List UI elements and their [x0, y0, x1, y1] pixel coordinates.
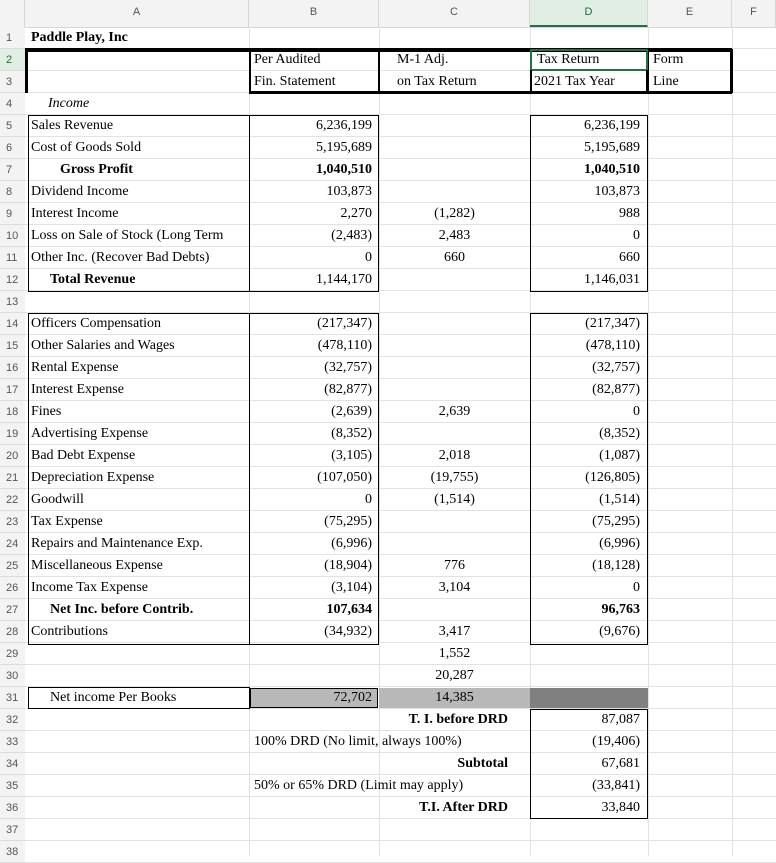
row-header-23[interactable]: 23	[0, 511, 25, 533]
column-header-c[interactable]: C	[379, 0, 530, 27]
cell-d27[interactable]: 96,763	[601, 602, 640, 617]
header-per-audited: Per Audited	[254, 52, 321, 67]
cell-a18[interactable]: Fines	[31, 404, 62, 419]
cell-d9[interactable]: 988	[619, 206, 640, 221]
cell-a9[interactable]: Interest Income	[31, 206, 119, 221]
header-tax-return: Tax Return	[537, 52, 600, 67]
cell-a17[interactable]: Interest Expense	[31, 382, 124, 397]
row-header-24[interactable]: 24	[0, 533, 25, 555]
cell-d8[interactable]: 103,873	[594, 184, 640, 199]
cell-d34[interactable]: 67,681	[601, 756, 640, 771]
cell-d26[interactable]: 0	[633, 580, 640, 595]
row-header-37[interactable]: 37	[0, 819, 25, 841]
cell-d12[interactable]: 1,146,031	[584, 272, 640, 287]
column-header-b[interactable]: B	[249, 0, 379, 27]
cell-b11[interactable]: 0	[365, 250, 372, 265]
cell-d17[interactable]: (82,877)	[592, 382, 640, 397]
row-header-6[interactable]: 6	[0, 137, 25, 159]
cell-d35[interactable]: (33,841)	[592, 778, 640, 793]
cell-b16[interactable]: (32,757)	[324, 360, 372, 375]
cell-c34[interactable]: Subtotal	[457, 756, 508, 771]
cell-c32[interactable]: T. I. before DRD	[408, 712, 508, 727]
row-header-14[interactable]: 14	[0, 313, 25, 335]
cell-b8[interactable]: 103,873	[326, 184, 372, 199]
row-header-20[interactable]: 20	[0, 445, 25, 467]
cell-a15[interactable]: Other Salaries and Wages	[31, 338, 175, 353]
cell-a20[interactable]: Bad Debt Expense	[31, 448, 136, 463]
row-header-31[interactable]: 31	[0, 687, 25, 709]
row-header-18[interactable]: 18	[0, 401, 25, 423]
header-divider	[249, 49, 251, 93]
cell-c21[interactable]: (19,755)	[430, 470, 479, 485]
row-header-16[interactable]: 16	[0, 357, 25, 379]
cell-c10[interactable]: 2,483	[438, 228, 471, 243]
cell-b6[interactable]: 5,195,689	[316, 140, 372, 155]
cell-d7[interactable]: 1,040,510	[584, 162, 640, 177]
cell-a25[interactable]: Miscellaneous Expense	[31, 558, 163, 573]
cell-d33[interactable]: (19,406)	[592, 734, 640, 749]
gridline	[25, 818, 776, 819]
select-all-corner[interactable]	[0, 0, 25, 27]
cell-b21[interactable]: (107,050)	[317, 470, 372, 485]
gridline	[732, 27, 733, 856]
gridline	[25, 774, 776, 775]
gridline	[25, 70, 776, 71]
cell-b17[interactable]: (82,877)	[324, 382, 372, 397]
company-title: Paddle Play, Inc	[31, 30, 128, 45]
header-fin-statement: Fin. Statement	[254, 74, 336, 89]
row-header-30[interactable]: 30	[0, 665, 25, 687]
cell-d5[interactable]: 6,236,199	[584, 118, 640, 133]
cell-b20[interactable]: (3,105)	[331, 448, 372, 463]
cell-b18[interactable]: (2,639)	[331, 404, 372, 419]
cell-c29[interactable]: 1,552	[438, 646, 471, 661]
cell-a31[interactable]: Net income Per Books	[50, 690, 177, 705]
cell-a8[interactable]: Dividend Income	[31, 184, 129, 199]
cell-c9[interactable]: (1,282)	[434, 206, 475, 221]
row-header-29[interactable]: 29	[0, 643, 25, 665]
cell-a16[interactable]: Rental Expense	[31, 360, 119, 375]
cell-b5[interactable]: 6,236,199	[316, 118, 372, 133]
row-header-7[interactable]: 7	[0, 159, 25, 181]
cell-d19[interactable]: (8,352)	[599, 426, 640, 441]
cell-c30[interactable]: 20,287	[435, 668, 474, 683]
header-tax-year: 2021 Tax Year	[534, 74, 615, 89]
cell-a6[interactable]: Cost of Goods Sold	[31, 140, 142, 155]
cell-d23[interactable]: (75,295)	[592, 514, 640, 529]
header-right-border	[730, 49, 733, 93]
header-left-border	[25, 49, 28, 93]
cell-c20[interactable]: 2,018	[438, 448, 471, 463]
row-header-8[interactable]: 8	[0, 181, 25, 203]
cell-b31[interactable]: 72,702	[333, 690, 372, 705]
header-divider	[378, 49, 380, 93]
cell-b28[interactable]: (34,932)	[324, 624, 372, 639]
header-line: Line	[653, 74, 679, 89]
row-header-11[interactable]: 11	[0, 247, 25, 269]
row-header-19[interactable]: 19	[0, 423, 25, 445]
cell-d36[interactable]: 33,840	[601, 800, 640, 815]
cell-a12[interactable]: Total Revenue	[50, 272, 136, 287]
cell-a23[interactable]: Tax Expense	[31, 514, 103, 529]
row-header-5[interactable]: 5	[0, 115, 25, 137]
cell-b7[interactable]: 1,040,510	[316, 162, 372, 177]
row-header-32[interactable]: 32	[0, 709, 25, 731]
cell-c25[interactable]: 776	[444, 558, 465, 573]
cell-b10[interactable]: (2,483)	[331, 228, 372, 243]
cell-d10[interactable]: 0	[633, 228, 640, 243]
cell-a10[interactable]: Loss on Sale of Stock (Long Term	[31, 228, 224, 243]
row-header-25[interactable]: 25	[0, 555, 25, 577]
row-header-4[interactable]: 4	[0, 93, 25, 115]
cell-b35[interactable]: 50% or 65% DRD (Limit may apply)	[254, 778, 464, 793]
cell-a21[interactable]: Depreciation Expense	[31, 470, 155, 485]
cell-a5[interactable]: Sales Revenue	[31, 118, 114, 133]
column-header-f[interactable]: F	[732, 0, 776, 27]
cell-d6[interactable]: 5,195,689	[584, 140, 640, 155]
cell-c28[interactable]: 3,417	[438, 624, 471, 639]
header-on-tax-return: on Tax Return	[397, 74, 477, 89]
cell-a26[interactable]: Income Tax Expense	[31, 580, 148, 595]
cell-b9[interactable]: 2,270	[340, 206, 372, 221]
row-header-17[interactable]: 17	[0, 379, 25, 401]
cell-c36[interactable]: T.I. After DRD	[419, 800, 508, 815]
cell-b33[interactable]: 100% DRD (No limit, always 100%)	[254, 734, 462, 749]
cell-b26[interactable]: (3,104)	[331, 580, 372, 595]
cell-b19[interactable]: (8,352)	[331, 426, 372, 441]
cell-b23[interactable]: (75,295)	[324, 514, 372, 529]
cell-a7[interactable]: Gross Profit	[60, 162, 133, 177]
gridline	[25, 840, 776, 841]
gridline	[25, 796, 776, 797]
column-header-a[interactable]: A	[25, 0, 249, 27]
cell-c11[interactable]: 660	[444, 250, 465, 265]
row-header-15[interactable]: 15	[0, 335, 25, 357]
cell-d25[interactable]: (18,128)	[592, 558, 640, 573]
column-header-d[interactable]: D	[530, 0, 648, 27]
gridline	[648, 27, 649, 856]
cell-a22[interactable]: Goodwill	[31, 492, 84, 507]
row-header-36[interactable]: 36	[0, 797, 25, 819]
row-header-3[interactable]: 3	[0, 71, 25, 93]
header-m1-adj: M-1 Adj.	[397, 52, 449, 67]
cell-c31[interactable]: 14,385	[435, 690, 474, 705]
row-header-28[interactable]: 28	[0, 621, 25, 643]
header-form: Form	[653, 52, 684, 67]
cell-d24[interactable]: (6,996)	[599, 536, 640, 551]
cell-d15[interactable]: (478,110)	[585, 338, 640, 353]
cell-c22[interactable]: (1,514)	[434, 492, 475, 507]
row-header-10[interactable]: 10	[0, 225, 25, 247]
cell-b25[interactable]: (18,904)	[324, 558, 372, 573]
tax-return-shaded-cell	[530, 688, 648, 708]
row-header-12[interactable]: 12	[0, 269, 25, 291]
cell-d20[interactable]: (1,087)	[599, 448, 640, 463]
cell-d14[interactable]: (217,347)	[585, 316, 640, 331]
cell-b24[interactable]: (6,996)	[331, 536, 372, 551]
row-header-33[interactable]: 33	[0, 731, 25, 753]
row-header-9[interactable]: 9	[0, 203, 25, 225]
cell-b14[interactable]: (217,347)	[317, 316, 372, 331]
cell-d11[interactable]: 660	[619, 250, 640, 265]
cell-a11[interactable]: Other Inc. (Recover Bad Debts)	[31, 250, 210, 265]
cell-d18[interactable]: 0	[633, 404, 640, 419]
row-header-27[interactable]: 27	[0, 599, 25, 621]
gridline	[25, 752, 776, 753]
row-header-1[interactable]: 1	[0, 27, 25, 49]
cell-d21[interactable]: (126,805)	[585, 470, 640, 485]
cell-a27[interactable]: Net Inc. before Contrib.	[50, 602, 194, 617]
row-header-21[interactable]: 21	[0, 467, 25, 489]
cell-c18[interactable]: 2,639	[438, 404, 471, 419]
column-header-e[interactable]: E	[648, 0, 732, 27]
row-header-34[interactable]: 34	[0, 753, 25, 775]
cell-a24[interactable]: Repairs and Maintenance Exp.	[31, 536, 203, 551]
cell-a14[interactable]: Officers Compensation	[31, 316, 161, 331]
cell-d32[interactable]: 87,087	[601, 712, 640, 727]
cell-d22[interactable]: (1,514)	[599, 492, 640, 507]
cell-c26[interactable]: 3,104	[438, 580, 471, 595]
cell-a4[interactable]: Income	[48, 96, 90, 111]
row-header-38[interactable]: 38	[0, 841, 25, 863]
gridline	[25, 730, 776, 731]
row-header-35[interactable]: 35	[0, 775, 25, 797]
cell-b15[interactable]: (478,110)	[317, 338, 372, 353]
row-header-26[interactable]: 26	[0, 577, 25, 599]
cell-b27[interactable]: 107,634	[326, 602, 372, 617]
row-header-22[interactable]: 22	[0, 489, 25, 511]
row-header-2[interactable]: 2	[0, 49, 25, 71]
cell-b22[interactable]: 0	[365, 492, 372, 507]
row-header-13[interactable]: 13	[0, 291, 25, 313]
cell-d28[interactable]: (9,676)	[599, 624, 640, 639]
cell-a28[interactable]: Contributions	[31, 624, 109, 639]
cell-b12[interactable]: 1,144,170	[316, 272, 372, 287]
gridline	[25, 664, 776, 665]
cell-d16[interactable]: (32,757)	[592, 360, 640, 375]
cell-a19[interactable]: Advertising Expense	[31, 426, 149, 441]
